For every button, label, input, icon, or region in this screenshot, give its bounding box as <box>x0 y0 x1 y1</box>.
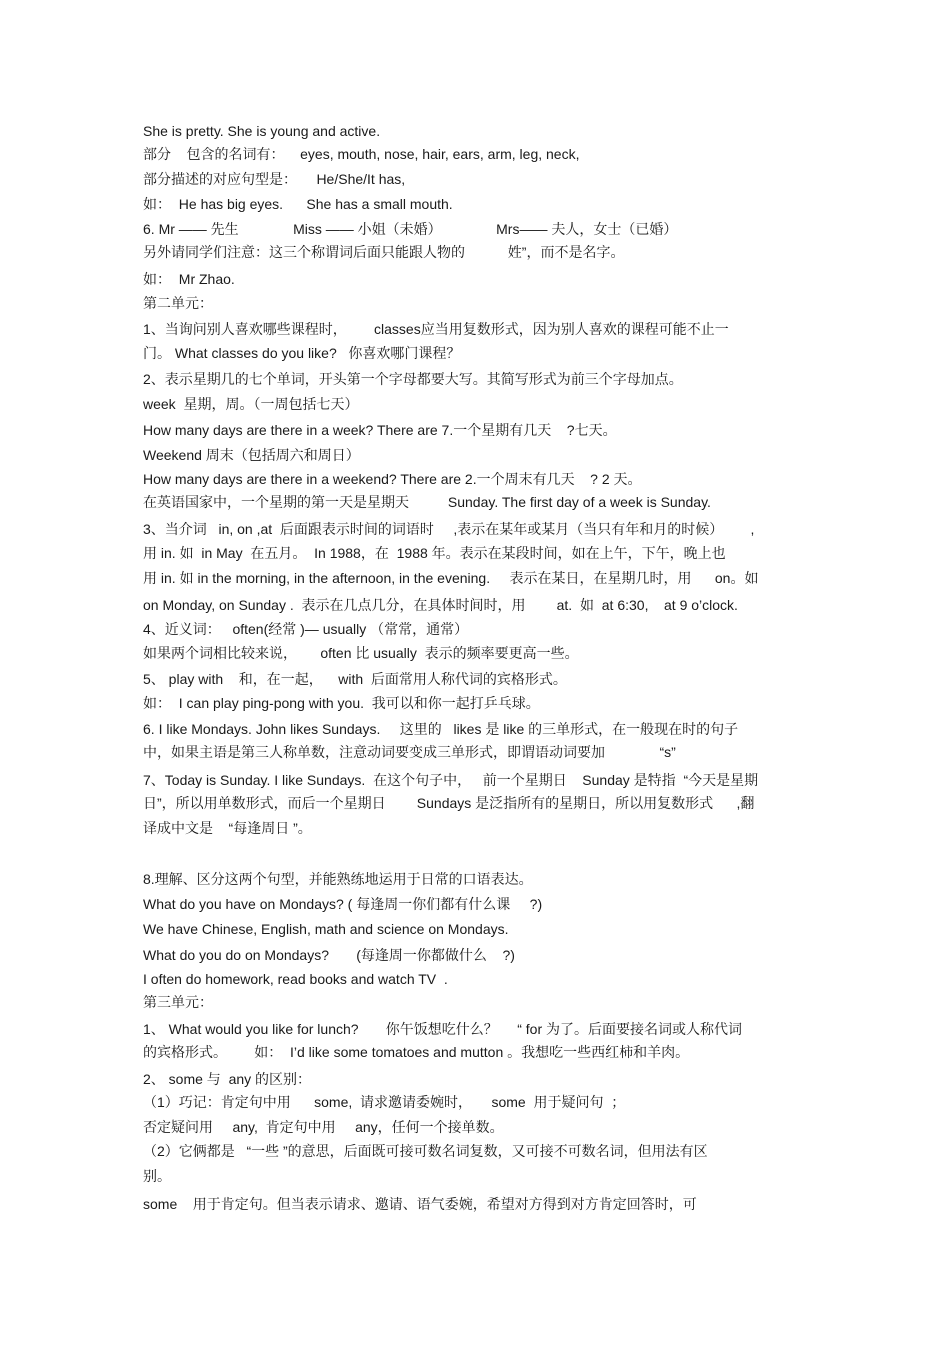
text-line: （2）它俩都是 “一些 ”的意思，后面既可接可数名词复数，又可接不可数名词，但用法有区 <box>143 1143 708 1159</box>
text-line: week 星期，周。（一周包括七天） <box>143 396 359 412</box>
text-line: 2、 some 与 any 的区别： <box>143 1071 312 1087</box>
text-line: 3、当介词 in, on ,at 后面跟表示时间的词语时 ,表示在某年或某月（当只有年和月的时候） , <box>143 521 755 537</box>
text-line: 5、 play with 和，在一起， with 后面常用人称代词的宾格形式。 <box>143 671 567 687</box>
section-heading: 第三单元： <box>143 994 213 1010</box>
text-line: on Monday, on Sunday . 表示在几点几分，在具体时间时，用 at. 如 at 6:30, at 9 o’clock. <box>143 597 738 613</box>
text-line: some 用于肯定句。但当表示请求、邀请、语气委婉，希望对方得到对方肯定回答时，可 <box>143 1196 697 1212</box>
text-line: We have Chinese, English, math and science on Mondays. <box>143 921 509 937</box>
text-line: 别。 <box>143 1168 171 1184</box>
text-line: 1、当询问别人喜欢哪些课程时， classes应当用复数形式，因为别人喜欢的课程可能不止一 <box>143 321 729 337</box>
text-line: 用 in. 如 in the morning, in the afternoon, in the evening. 表示在某日，在星期几时，用 on。如 <box>143 570 759 586</box>
text-line: Weekend 周末（包括周六和周日） <box>143 447 360 463</box>
text-line: What do you have on Mondays? ( 每逢周一你们都有什么课 ?) <box>143 896 543 912</box>
text-line: She is pretty. She is young and active. <box>143 123 381 139</box>
text-line: 门。 What classes do you like? 你喜欢哪门课程？ <box>143 345 461 361</box>
text-line: 否定疑问用 any, 肯定句中用 any，任何一个接单数。 <box>143 1119 504 1135</box>
text-line: 用 in. 如 in May 在五月。 In 1988，在 1988 年。表示在某段时间，如在上午，下午，晚上也 <box>143 545 726 561</box>
text-line: 另外请同学们注意：这三个称谓词后面只能跟人物的 姓”，而不是名字。 <box>143 244 625 260</box>
text-line: （1）巧记：肯定句中用 some, 请求邀请委婉时， some 用于疑问句 ； <box>143 1094 626 1110</box>
text-line: 4、近义词： often(经常 )— usually （常常，通常） <box>143 621 469 637</box>
section-heading: 第二单元： <box>143 295 213 311</box>
text-line: 8.理解、区分这两个句型，并能熟练地运用于日常的口语表达。 <box>143 871 533 887</box>
text-line: 6. Mr —— 先生 Miss —— 小姐（未婚） Mrs—— 夫人，女士（已婚） <box>143 221 678 237</box>
text-line: What do you do on Mondays? (每逢周一你都做什么 ?) <box>143 947 515 963</box>
text-line: 的宾格形式。 如： I’d like some tomatoes and mutton 。我想吃一些西红柿和羊肉。 <box>143 1044 690 1060</box>
text-line: 如： I can play ping-pong with you. 我可以和你一起打乒乓球。 <box>143 695 540 711</box>
text-line: 如： Mr Zhao. <box>143 271 235 287</box>
text-line: How many days are there in a week? There are 7.一个星期有几天 ?七天。 <box>143 422 617 438</box>
text-line: 2、表示星期几的七个单词，开头第一个字母都要大写。其简写形式为前三个字母加点。 <box>143 371 683 387</box>
text-line: 日”，所以用单数形式，而后一个星期日 Sundays 是泛指所有的星期日，所以用复数形式 ,翻 <box>143 795 755 811</box>
text-line: 如： He has big eyes. She has a small mouth. <box>143 196 453 212</box>
text-line: 7、Today is Sunday. I like Sundays. 在这个句子中， 前一个星期日 Sunday 是特指 “今天是星期 <box>143 772 759 788</box>
text-line: 在英语国家中，一个星期的第一天是星期天 Sunday. The first day of a week is Sunday. <box>143 494 711 510</box>
text-line: 部分 包含的名词有： eyes, mouth, nose, hair, ears, arm, leg, neck, <box>143 146 580 162</box>
text-line: 6. I like Mondays. John likes Sundays. 这里的 likes 是 like 的三单形式，在一般现在时的句子 <box>143 721 739 737</box>
text-line: How many days are there in a weekend? There are 2.一个周末有几天 ? 2 天。 <box>143 471 642 487</box>
text-line: 如果两个词相比较来说， often 比 usually 表示的频率要更高一些。 <box>143 645 579 661</box>
text-line: 中，如果主语是第三人称单数，注意动词要变成三单形式，即谓语动词要加 “s” <box>143 744 676 760</box>
text-line: 部分描述的对应句型是： He/She/It has, <box>143 171 406 187</box>
text-line: I often do homework, read books and watch TV . <box>143 971 448 987</box>
text-line: 1、 What would you like for lunch? 你午饭想吃什么？ “ for 为了。后面要接名词或人称代词 <box>143 1021 743 1037</box>
text-line: 译成中文是 “每逢周日 ”。 <box>143 820 312 836</box>
